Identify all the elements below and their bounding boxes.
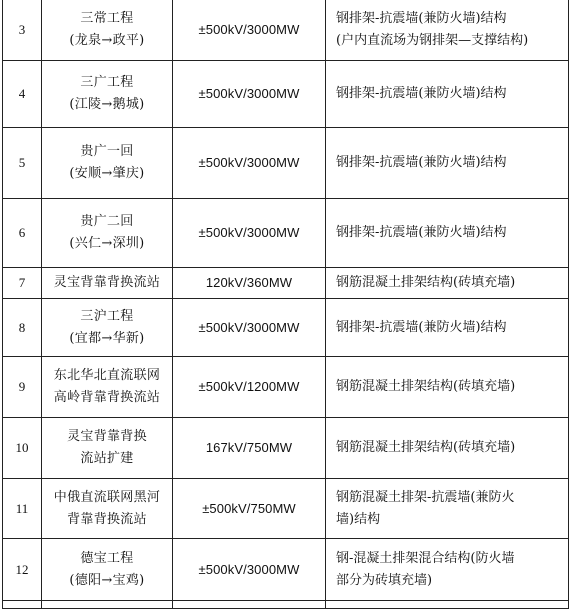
row-number: 11 bbox=[3, 479, 42, 539]
project-name bbox=[42, 479, 173, 539]
empty-cell bbox=[42, 601, 173, 609]
project-name-line: 中俄直流联网黑河 bbox=[53, 489, 161, 505]
structure-type bbox=[326, 357, 569, 418]
row-number: 6 bbox=[3, 199, 42, 268]
structure-type bbox=[326, 299, 569, 357]
empty-cell bbox=[326, 601, 569, 609]
project-name-line: 东北华北直流联网 bbox=[53, 368, 161, 383]
row-number: 10 bbox=[3, 418, 42, 479]
rating-spec: ±500kV/1200MW bbox=[173, 357, 326, 418]
table-row bbox=[3, 479, 569, 539]
table-row bbox=[3, 0, 569, 61]
project-name-line: 流站扩建 bbox=[80, 451, 134, 466]
project-name-line: 三常工程 bbox=[80, 11, 134, 26]
project-name-line: 三广工程 bbox=[80, 75, 134, 90]
project-name bbox=[42, 128, 173, 199]
project-name-line: 三沪工程 bbox=[80, 308, 134, 324]
table-row bbox=[3, 268, 569, 299]
structure-type bbox=[326, 539, 569, 601]
project-name bbox=[42, 418, 173, 479]
structure-line: 钢筋混凝土排架结构(砖填充墙) bbox=[336, 379, 516, 394]
structure-type bbox=[326, 61, 569, 128]
project-name-line: (江陵→鹅城) bbox=[69, 97, 145, 112]
row-number: 8 bbox=[3, 299, 42, 357]
empty-cell bbox=[3, 601, 42, 609]
project-name-line: (兴仁→深圳) bbox=[69, 236, 145, 251]
structure-type bbox=[326, 128, 569, 199]
structure-line: 部分为砖填充墙) bbox=[336, 572, 433, 588]
project-name-line: 灵宝背靠背换 bbox=[67, 429, 147, 444]
project-name-line: (安顺→肇庆) bbox=[69, 166, 145, 181]
structure-line: 钢排架-抗震墙(兼防火墙)结构 bbox=[336, 86, 507, 101]
rating-spec: ±500kV/3000MW bbox=[173, 199, 326, 268]
project-name bbox=[42, 0, 173, 61]
row-number: 12 bbox=[3, 539, 42, 601]
project-name bbox=[42, 199, 173, 268]
table-row-continuation bbox=[3, 601, 569, 609]
project-name bbox=[42, 61, 173, 128]
table-row bbox=[3, 418, 569, 479]
row-number: 9 bbox=[3, 357, 42, 418]
row-number: 4 bbox=[3, 61, 42, 128]
project-name-line: 贵广一回 bbox=[80, 144, 134, 159]
structure-type bbox=[326, 268, 569, 299]
structure-type bbox=[326, 199, 569, 268]
table-row bbox=[3, 128, 569, 199]
structure-line: 钢筋混凝土排架结构(砖填充墙) bbox=[336, 275, 516, 290]
table-row bbox=[3, 61, 569, 128]
project-name-line: 灵宝背靠背换流站 bbox=[53, 275, 161, 290]
project-name-line: (龙泉→政平) bbox=[69, 33, 145, 48]
project-name-line: (德阳→宝鸡) bbox=[69, 572, 145, 588]
project-name-line: 背靠背换流站 bbox=[67, 511, 147, 527]
table-row bbox=[3, 299, 569, 357]
rating-spec: ±500kV/3000MW bbox=[173, 128, 326, 199]
project-name bbox=[42, 299, 173, 357]
project-name-line: 贵广二回 bbox=[80, 214, 134, 229]
structure-line: 钢筋混凝土排架结构(砖填充墙) bbox=[336, 440, 516, 455]
row-number: 5 bbox=[3, 128, 42, 199]
structure-line: 钢-混凝土排架混合结构(防火墙 bbox=[336, 550, 515, 566]
table-row bbox=[3, 357, 569, 418]
structure-line: 钢排架-抗震墙(兼防火墙)结构 bbox=[336, 155, 507, 170]
structure-line: 钢排架-抗震墙(兼防火墙)结构 bbox=[336, 319, 507, 335]
rating-spec: ±500kV/3000MW bbox=[173, 539, 326, 601]
table-row bbox=[3, 539, 569, 601]
project-name-line: 高岭背靠背换流站 bbox=[53, 390, 161, 405]
structure-line: 钢筋混凝土排架-抗震墙(兼防火 bbox=[336, 489, 515, 505]
structure-line: 钢排架-抗震墙(兼防火墙)结构 bbox=[336, 225, 507, 240]
table-row bbox=[3, 199, 569, 268]
structure-type bbox=[326, 418, 569, 479]
project-name-line: (宜都→华新) bbox=[69, 330, 145, 346]
structure-type bbox=[326, 0, 569, 61]
rating-spec: ±500kV/3000MW bbox=[173, 299, 326, 357]
converter-station-table bbox=[2, 0, 569, 609]
rating-spec: ±500kV/3000MW bbox=[173, 61, 326, 128]
structure-type bbox=[326, 479, 569, 539]
project-name-line: 德宝工程 bbox=[80, 550, 134, 566]
rating-spec: ±500kV/3000MW bbox=[173, 0, 326, 61]
rating-spec: 120kV/360MW bbox=[173, 268, 326, 299]
project-name bbox=[42, 268, 173, 299]
rating-spec: ±500kV/750MW bbox=[173, 479, 326, 539]
structure-line: 墙)结构 bbox=[336, 511, 381, 527]
structure-line: 钢排架-抗震墙(兼防火墙)结构 bbox=[336, 11, 507, 26]
rating-spec: 167kV/750MW bbox=[173, 418, 326, 479]
project-name bbox=[42, 539, 173, 601]
structure-line: (户内直流场为钢排架—支撑结构) bbox=[336, 33, 529, 48]
row-number: 3 bbox=[3, 0, 42, 61]
project-name bbox=[42, 357, 173, 418]
row-number: 7 bbox=[3, 268, 42, 299]
empty-cell bbox=[173, 601, 326, 609]
table-body bbox=[3, 0, 569, 609]
